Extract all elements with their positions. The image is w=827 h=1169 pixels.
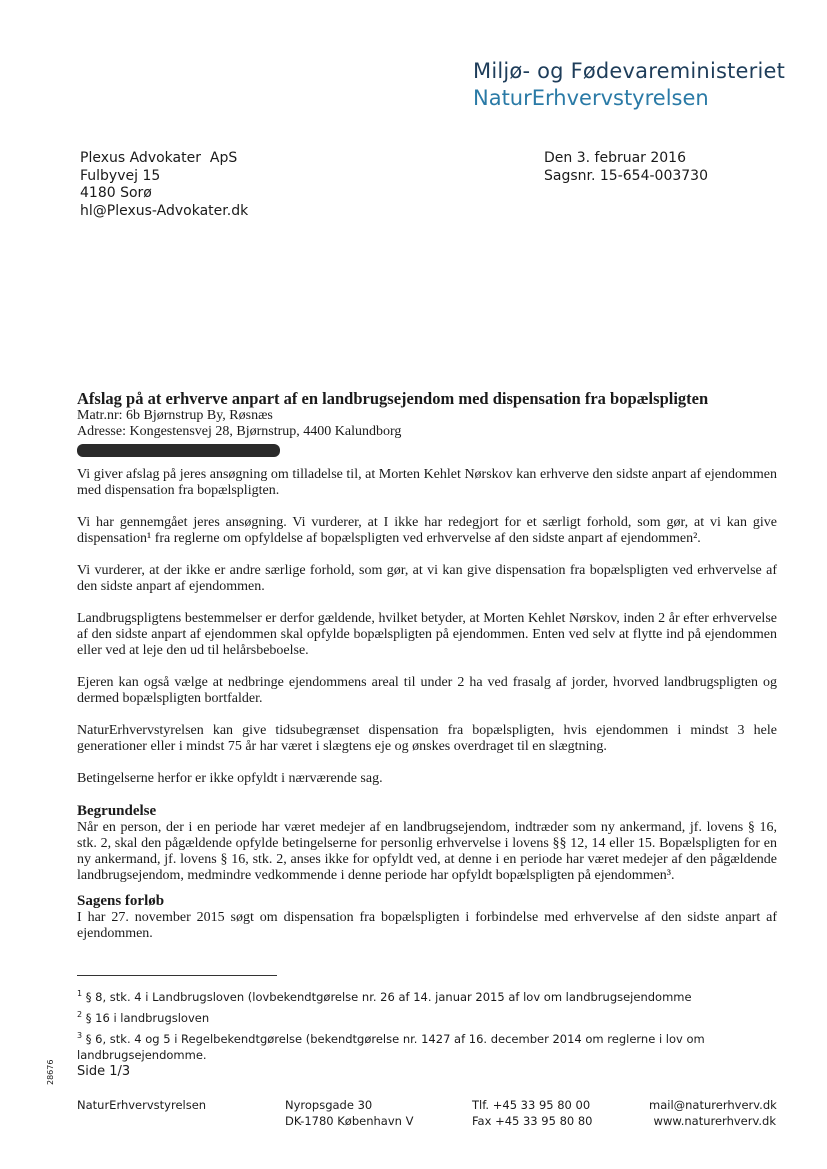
footnote-text: § 16 i landbrugsloven xyxy=(85,1010,210,1025)
footer-phone xyxy=(472,1097,593,1129)
paragraph: NaturErhvervstyrelsen kan give tidsubegrænset dispensation fra bopælspligten, hvis ejendommen i mindst 3 hele generationer eller i mindst 75 år har været i slægtens eje og ønskes overdraget til en slægtning. xyxy=(77,723,777,754)
letter-body xyxy=(77,390,777,951)
recipient-name: Plexus Advokater ApS xyxy=(80,150,238,166)
agency-name: NaturErhvervstyrelsen xyxy=(473,86,709,110)
footnote xyxy=(77,985,737,1006)
redaction-mark xyxy=(77,444,280,457)
footer-mail: mail@naturerhverv.dk xyxy=(649,1098,777,1112)
recipient-city: 4180 Sorø xyxy=(80,185,152,201)
letter-date: Den 3. februar 2016 xyxy=(544,150,686,166)
section-heading: Begrundelse xyxy=(77,803,157,819)
footer-address xyxy=(285,1097,413,1129)
footnote xyxy=(77,1027,737,1065)
letterhead xyxy=(473,57,785,111)
section-heading: Sagens forløb xyxy=(77,893,165,909)
footer-city: DK-1780 København V xyxy=(285,1114,414,1128)
footnote-text: § 8, stk. 4 i Landbrugsloven (lovbekendtgørelse nr. 26 af 14. januar 2015 af lov om landbrugsejendomme xyxy=(85,989,692,1004)
section-text: Når en person, der i en periode har været medejer af en landbrugsejendom, indtræder som ny ankermand, jf. lovens § 16, stk. 2, skal den pågældende opfylde betingelserne for personlig erhvervelse i lovens §§ 12, 14 eller 15. Bopælspligten for en ny ankermand, jf. lovens § 16, stk. 2, anses ikke for opfyldt ved, at denne i en periode har været medejer af den pågældende landbrugsejendom, medmindre vedkommende i denne periode har opfyldt bopælspligten på ejendommen³. xyxy=(77,820,777,883)
footnote-text: § 6, stk. 4 og 5 i Regelbekendtgørelse (bekendtgørelse nr. 1427 af 16. december 2014 om reglerne i lov om landbrugsejendomme. xyxy=(77,1031,705,1063)
footnote-mark: 1 xyxy=(77,989,83,998)
footer-tlf: Tlf. +45 33 95 80 00 xyxy=(472,1098,591,1112)
document-code: 28676 xyxy=(46,1059,55,1085)
footer-org xyxy=(77,1097,206,1113)
section-text: I har 27. november 2015 søgt om dispensation fra bopælspligten i forbindelse med erhvervelse af den sidste anpart af ejendommen. xyxy=(77,910,777,941)
section-begrundelse xyxy=(77,803,777,884)
paragraph: Vi vurderer, at der ikke er andre særlige forhold, som gør, at vi kan give dispensation fra bopælspligten ved erhvervelse af den sidste anpart af ejendommen. xyxy=(77,563,777,594)
paragraph: Ejeren kan også vælge at nedbringe ejendommens areal til under 2 ha ved frasalg af jorder, hvorved landbrugspligten og dermed bopælspligten bortfalder. xyxy=(77,675,777,706)
footer-fax: Fax +45 33 95 80 80 xyxy=(472,1114,593,1128)
footnote-divider xyxy=(77,975,277,976)
footnote xyxy=(77,1006,737,1027)
ministry-name: Miljø- og Fødevareministeriet xyxy=(473,59,786,83)
paragraph: Betingelserne herfor er ikke opfyldt i nærværende sag. xyxy=(77,771,383,786)
section-forloeb xyxy=(77,893,777,942)
footer-street: Nyropsgade 30 xyxy=(285,1098,373,1112)
property-address: Adresse: Kongestensvej 28, Bjørnstrup, 4400 Kalundborg xyxy=(77,424,402,439)
footnote-mark: 2 xyxy=(77,1009,83,1019)
paragraph: Vi har gennemgået jeres ansøgning. Vi vurderer, at I ikke har redegjort for et særligt forhold, som gør, at vi kan give dispensation¹ fra reglerne om opfyldelse af bopælspligten ved erhvervelse af den sidste anpart af ejendommen². xyxy=(77,515,777,546)
paragraph: Vi giver afslag på jeres ansøgning om tilladelse til, at Morten Kehlet Nørskov kan erhverve den sidste anpart af ejendommen med dispensation fra bopælspligten. xyxy=(77,467,777,498)
footnotes xyxy=(77,985,737,1064)
footer-contact xyxy=(649,1097,776,1129)
recipient-email: hl@Plexus-Advokater.dk xyxy=(80,202,249,219)
recipient-street: Fulbyvej 15 xyxy=(80,167,161,184)
recipient-address xyxy=(80,150,248,220)
footer-org-name: NaturErhvervstyrelsen xyxy=(77,1098,207,1112)
page-number: Side 1/3 xyxy=(77,1064,131,1079)
matr-number: Matr.nr: 6b Bjørnstrup By, Røsnæs xyxy=(77,408,273,423)
subject-title: Afslag på at erhverve anpart af en landbrugsejendom med dispensation fra bopælspligten xyxy=(77,389,709,408)
footnote-mark: 3 xyxy=(77,1030,83,1040)
footer-web: www.naturerhverv.dk xyxy=(653,1114,776,1128)
case-number: Sagsnr. 15-654-003730 xyxy=(544,167,708,184)
letter-meta xyxy=(544,150,708,185)
paragraph: Landbrugspligtens bestemmelser er derfor gældende, hvilket betyder, at Morten Kehlet Nørskov, inden 2 år efter erhvervelse af den sidste anpart af ejendommen skal opfylde bopælspligten på ejendommen. Enten ved selv at flytte ind på ejendommen eller ved at leje den ud til helårsbeboelse. xyxy=(77,611,777,658)
